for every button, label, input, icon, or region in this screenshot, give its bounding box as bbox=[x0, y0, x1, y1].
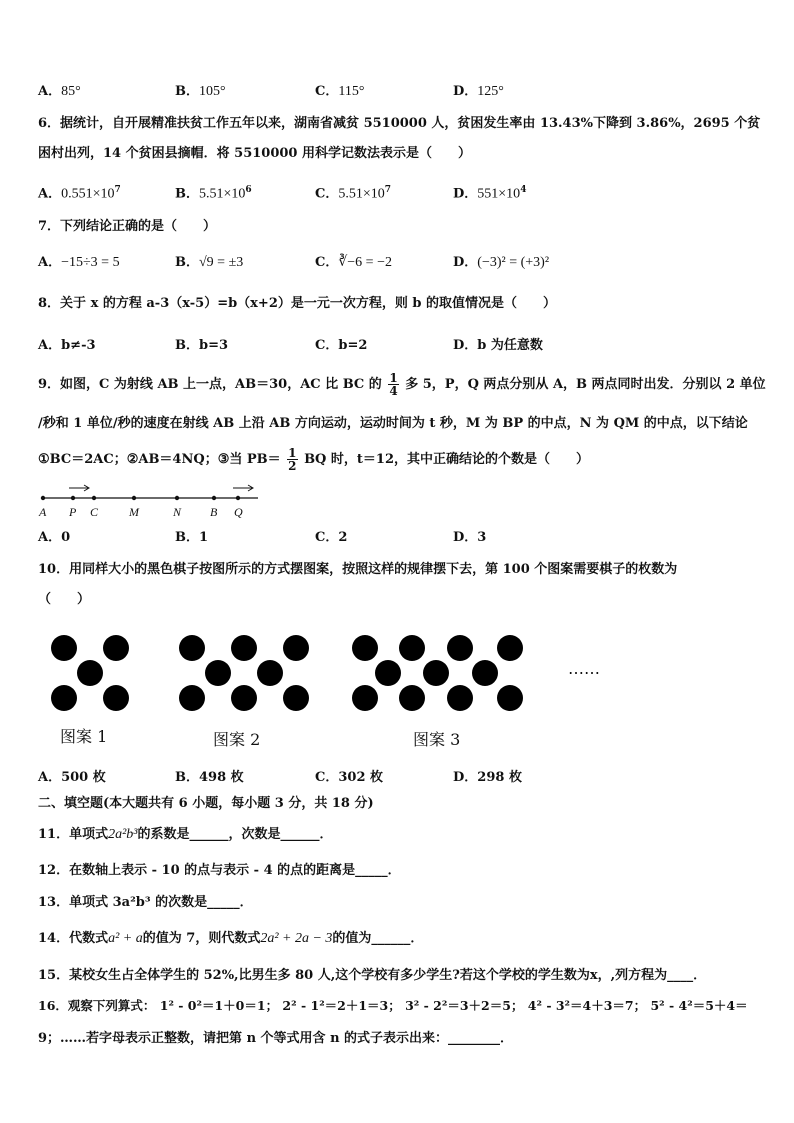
q14-text: 14．代数式a² + a的值为 7，则代数式2a² + 2a − 3的值为______． bbox=[38, 931, 424, 946]
point-label-a: A bbox=[39, 505, 47, 519]
q10-option-b: B．498 枚 bbox=[175, 770, 244, 785]
point-label-q: Q bbox=[234, 505, 243, 519]
q9-option-a: A．0 bbox=[38, 530, 71, 545]
q6-option-a: A．$0.551\times 10^7$ bbox=[38, 185, 121, 202]
q9-stem-line2: /秒和 1 单位/秒的速度在射线 AB 上沿 AB 方向运动，运动时间为 t 秒，M 为 BP 的中点，N 为 QM 的中点，以下结论 bbox=[38, 416, 748, 431]
q13-text: 13．单项式 3a²b³ 的次数是_____． bbox=[38, 895, 253, 910]
point-label-m: M bbox=[129, 505, 139, 519]
pattern-2 bbox=[179, 635, 309, 711]
point-a-dot bbox=[41, 496, 45, 500]
pattern-caption-2: 图案 2 bbox=[213, 730, 261, 749]
q7-option-c: C．∛−6 = −2 bbox=[315, 255, 392, 270]
q5-option-c: C．115° bbox=[315, 84, 365, 99]
q12-text: 12．在数轴上表示 - 10 的点与表示 - 4 的点的距离是_____． bbox=[38, 863, 401, 878]
q9-stem-line1: 9．如图，C 为射线 AB 上一点，AB＝30，AC 比 BC 的 $\frac{1}{4}$ 多 5，P，Q 两点分别从 A，B 两点同时出发．分别以 2 单位 bbox=[38, 371, 766, 398]
point-p-dot bbox=[71, 496, 75, 500]
q6-stem-line1: 6．据统计，自开展精准扶贫工作五年以来，湖南省减贫 5510000 人，贫困发生率由 13.43%下降到 3.86%，2695 个贫 bbox=[38, 116, 761, 131]
section-2-heading: 二、填空题(本大题共有 6 小题，每小题 3 分，共 18 分) bbox=[38, 796, 374, 811]
q6-option-d: D．$551\times 10^4$ bbox=[453, 185, 527, 202]
point-label-b: B bbox=[210, 505, 218, 519]
q15-text: 15．某校女生占全体学生的 52%,比男生多 80 人,这个学校有多少学生?若这个学校的学生数为x，,列方程为____． bbox=[38, 968, 707, 983]
q7-stem: 7．下列结论正确的是（ ） bbox=[38, 219, 217, 234]
ellipsis-text: …… bbox=[568, 659, 600, 678]
q5-option-d: D．125° bbox=[453, 84, 504, 99]
point-q-dot bbox=[236, 496, 240, 500]
q8-option-d: D．b 为任意数 bbox=[453, 338, 543, 353]
q10-stem-line2: （ ） bbox=[38, 592, 91, 607]
point-label-c: C bbox=[90, 505, 99, 519]
q9-option-d: D．3 bbox=[453, 530, 487, 545]
q11-text: 11．单项式2a²b³的系数是______，次数是______． bbox=[38, 827, 333, 842]
q10-option-d: D．298 枚 bbox=[453, 770, 522, 785]
pattern-3 bbox=[352, 635, 523, 711]
q8-option-a: A．b≠-3 bbox=[38, 338, 96, 353]
point-n-dot bbox=[175, 496, 179, 500]
q9-option-c: C．2 bbox=[315, 530, 348, 545]
fraction-one-half: $\frac{1}{2}$ bbox=[288, 446, 297, 473]
point-label-n: N bbox=[173, 505, 182, 519]
point-c-dot bbox=[92, 496, 96, 500]
q5-option-a: A．85° bbox=[38, 84, 81, 99]
q6-option-b: B．$5.51\times 10^6$ bbox=[175, 185, 252, 202]
q7-option-b: B．√9 = ±3 bbox=[175, 255, 244, 270]
q6-stem-line2: 困村出列，14 个贫困县摘帽．将 5510000 用科学记数法表示是（ ） bbox=[38, 146, 471, 161]
ray-diagram bbox=[36, 478, 266, 520]
q8-option-b: B．b=3 bbox=[175, 338, 229, 353]
q8-option-c: C．b=2 bbox=[315, 338, 368, 353]
pattern-1 bbox=[51, 635, 129, 711]
q10-option-a: A．500 枚 bbox=[38, 770, 106, 785]
q9-option-b: B．1 bbox=[175, 530, 209, 545]
q5-option-b: B．105° bbox=[175, 84, 226, 99]
point-label-p: P bbox=[69, 505, 77, 519]
q7-option-a: A．−15÷3 = 5 bbox=[38, 255, 120, 270]
pattern-caption-1: 图案 1 bbox=[60, 727, 108, 746]
q6-option-c: C．$5.51\times 10^7$ bbox=[315, 185, 392, 202]
q16-line1: 16．观察下列算式： 1² - 0²＝1＋0＝1； 2² - 1²＝2＋1＝3； 3² - 2²＝3＋2＝5； 4² - 3²＝4＋3＝7； 5² - 4²＝5＋4＝ bbox=[38, 998, 748, 1013]
point-m-dot bbox=[132, 496, 136, 500]
pattern-caption-3: 图案 3 bbox=[413, 730, 461, 749]
chess-pattern-figure bbox=[40, 630, 640, 720]
q8-stem: 8．关于 x 的方程 a-3（x-5）=b（x+2）是一元一次方程，则 b 的取值情况是（ ） bbox=[38, 296, 557, 311]
q7-option-d: D．(−3)² = (+3)² bbox=[453, 255, 550, 270]
point-b-dot bbox=[212, 496, 216, 500]
fraction-one-quarter: $\frac{1}{4}$ bbox=[389, 371, 398, 398]
q10-stem-line1: 10．用同样大小的黑色棋子按图所示的方式摆图案，按照这样的规律摆下去，第 100 个图案需要棋子的枚数为 bbox=[38, 562, 678, 577]
q10-option-c: C．302 枚 bbox=[315, 770, 384, 785]
q9-stem-line3: ①BC＝2AC；②AB＝4NQ；③当 PB＝ $\frac{1}{2}$ BQ 时，t＝12，其中正确结论的个数是（ ） bbox=[38, 446, 589, 473]
q16-line2: 9；……若字母表示正整数，请把第 n 个等式用含 n 的式子表示出来：________． bbox=[38, 1031, 514, 1046]
